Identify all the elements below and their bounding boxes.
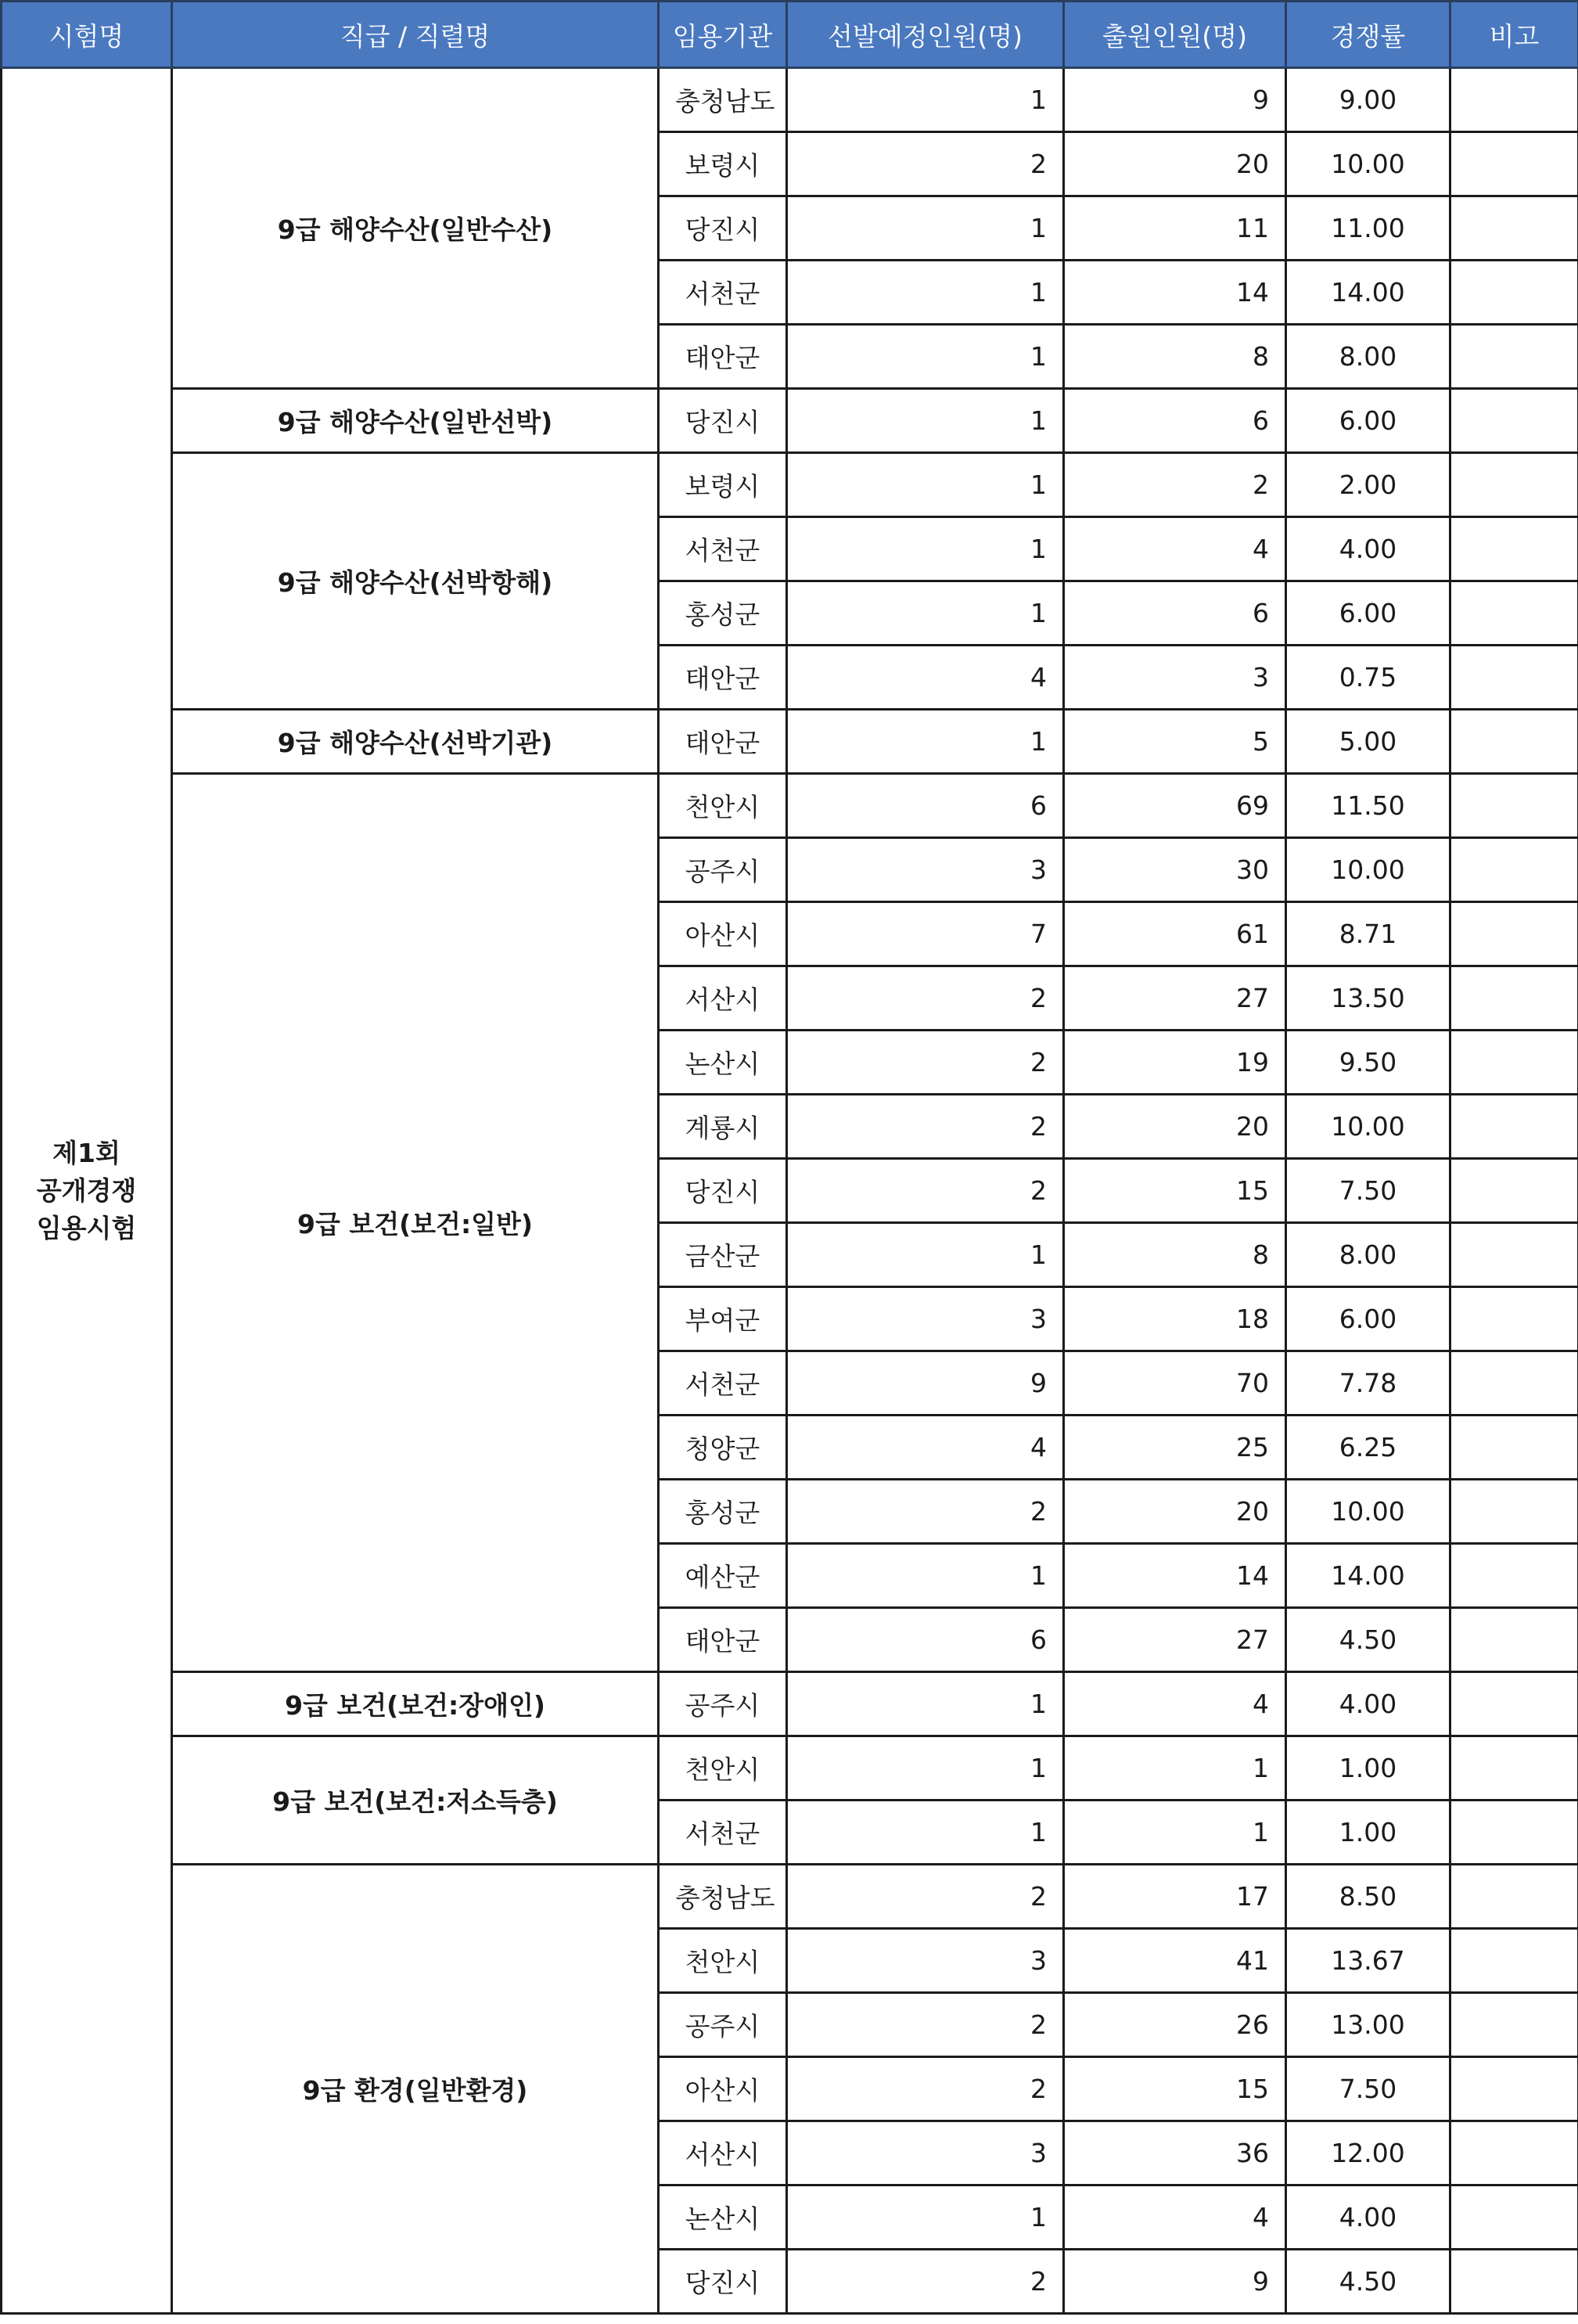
competition-ratio-cell: 6.00: [1286, 581, 1450, 646]
competition-ratio-cell: 11.50: [1286, 774, 1450, 838]
header-exam-name: 시험명: [2, 2, 172, 68]
note-cell: [1450, 581, 1578, 646]
competition-ratio-cell: 6.00: [1286, 1287, 1450, 1351]
note-cell: [1450, 2057, 1578, 2121]
planned-count-cell: 1: [787, 196, 1064, 261]
applicant-count-cell: 4: [1064, 1672, 1286, 1736]
competition-ratio-cell: 9.50: [1286, 1031, 1450, 1095]
planned-count-cell: 1: [787, 325, 1064, 389]
competition-ratio-cell: 4.50: [1286, 1608, 1450, 1672]
agency-cell: 당진시: [659, 389, 787, 453]
table-row: [2, 1672, 1578, 1736]
planned-count-cell: 1: [787, 1736, 1064, 1801]
agency-cell: 청양군: [659, 1416, 787, 1480]
position-cell: 9급 보건(보건:장애인): [172, 1672, 659, 1736]
applicant-count-cell: 4: [1064, 517, 1286, 581]
table-row: [2, 389, 1578, 453]
agency-cell: 아산시: [659, 902, 787, 966]
applicant-count-cell: 8: [1064, 325, 1286, 389]
applicant-count-cell: 27: [1064, 966, 1286, 1031]
note-cell: [1450, 774, 1578, 838]
position-cell: 9급 해양수산(선박항해): [172, 453, 659, 710]
note-cell: [1450, 2121, 1578, 2185]
note-cell: [1450, 1416, 1578, 1480]
note-cell: [1450, 1159, 1578, 1223]
note-cell: [1450, 1031, 1578, 1095]
position-cell: 9급 보건(보건:저소득층): [172, 1736, 659, 1865]
applicant-count-cell: 9: [1064, 68, 1286, 132]
agency-cell: 아산시: [659, 2057, 787, 2121]
competition-ratio-cell: 7.50: [1286, 1159, 1450, 1223]
note-cell: [1450, 261, 1578, 325]
planned-count-cell: 2: [787, 1480, 1064, 1544]
agency-cell: 천안시: [659, 1736, 787, 1801]
note-cell: [1450, 1865, 1578, 1929]
applicant-count-cell: 2: [1064, 453, 1286, 517]
applicant-count-cell: 36: [1064, 2121, 1286, 2185]
competition-ratio-cell: 4.00: [1286, 517, 1450, 581]
applicant-count-cell: 3: [1064, 646, 1286, 710]
note-cell: [1450, 1287, 1578, 1351]
header-position: 직급 / 직렬명: [172, 2, 659, 68]
note-cell: [1450, 1993, 1578, 2057]
competition-ratio-cell: 14.00: [1286, 1544, 1450, 1608]
planned-count-cell: 2: [787, 1865, 1064, 1929]
table-header-row: [2, 2, 1578, 68]
note-cell: [1450, 1608, 1578, 1672]
planned-count-cell: 3: [787, 1929, 1064, 1993]
planned-count-cell: 1: [787, 389, 1064, 453]
applicant-count-cell: 8: [1064, 1223, 1286, 1287]
applicant-count-cell: 25: [1064, 1416, 1286, 1480]
planned-count-cell: 1: [787, 1801, 1064, 1865]
competition-ratio-cell: 1.00: [1286, 1736, 1450, 1801]
note-cell: [1450, 453, 1578, 517]
agency-cell: 서산시: [659, 2121, 787, 2185]
planned-count-cell: 6: [787, 774, 1064, 838]
note-cell: [1450, 1351, 1578, 1416]
planned-count-cell: 3: [787, 2121, 1064, 2185]
table-row: [2, 1865, 1578, 1929]
planned-count-cell: 1: [787, 261, 1064, 325]
planned-count-cell: 2: [787, 2057, 1064, 2121]
applicant-count-cell: 17: [1064, 1865, 1286, 1929]
header-competition-ratio: 경쟁률: [1286, 2, 1450, 68]
competition-ratio-cell: 11.00: [1286, 196, 1450, 261]
agency-cell: 태안군: [659, 710, 787, 774]
competition-ratio-cell: 8.00: [1286, 325, 1450, 389]
applicant-count-cell: 6: [1064, 389, 1286, 453]
competition-ratio-cell: 8.50: [1286, 1865, 1450, 1929]
applicant-count-cell: 15: [1064, 2057, 1286, 2121]
applicant-count-cell: 18: [1064, 1287, 1286, 1351]
agency-cell: 논산시: [659, 1031, 787, 1095]
agency-cell: 충청남도: [659, 68, 787, 132]
applicant-count-cell: 15: [1064, 1159, 1286, 1223]
table-row: [2, 453, 1578, 517]
applicant-count-cell: 6: [1064, 581, 1286, 646]
note-cell: [1450, 902, 1578, 966]
note-cell: [1450, 1929, 1578, 1993]
applicant-count-cell: 20: [1064, 1480, 1286, 1544]
position-cell: 9급 해양수산(일반수산): [172, 68, 659, 389]
note-cell: [1450, 966, 1578, 1031]
competition-ratio-cell: 10.00: [1286, 1480, 1450, 1544]
planned-count-cell: 2: [787, 132, 1064, 196]
applicant-count-cell: 14: [1064, 1544, 1286, 1608]
applicant-count-cell: 70: [1064, 1351, 1286, 1416]
note-cell: [1450, 1480, 1578, 1544]
position-cell: 9급 보건(보건:일반): [172, 774, 659, 1672]
planned-count-cell: 7: [787, 902, 1064, 966]
planned-count-cell: 1: [787, 1223, 1064, 1287]
note-cell: [1450, 710, 1578, 774]
applicant-count-cell: 9: [1064, 2250, 1286, 2314]
applicant-count-cell: 5: [1064, 710, 1286, 774]
agency-cell: 공주시: [659, 838, 787, 902]
table-row: [2, 710, 1578, 774]
planned-count-cell: 2: [787, 1159, 1064, 1223]
note-cell: [1450, 1223, 1578, 1287]
planned-count-cell: 2: [787, 2250, 1064, 2314]
agency-cell: 부여군: [659, 1287, 787, 1351]
applicant-count-cell: 30: [1064, 838, 1286, 902]
header-agency: 임용기관: [659, 2, 787, 68]
planned-count-cell: 2: [787, 966, 1064, 1031]
note-cell: [1450, 132, 1578, 196]
competition-ratio-cell: 10.00: [1286, 1095, 1450, 1159]
applicant-count-cell: 20: [1064, 132, 1286, 196]
agency-cell: 충청남도: [659, 1865, 787, 1929]
planned-count-cell: 9: [787, 1351, 1064, 1416]
agency-cell: 홍성군: [659, 1480, 787, 1544]
agency-cell: 보령시: [659, 453, 787, 517]
planned-count-cell: 1: [787, 2185, 1064, 2250]
position-cell: 9급 환경(일반환경): [172, 1865, 659, 2314]
planned-count-cell: 1: [787, 1544, 1064, 1608]
applicant-count-cell: 61: [1064, 902, 1286, 966]
competition-ratio-cell: 0.75: [1286, 646, 1450, 710]
applicant-count-cell: 26: [1064, 1993, 1286, 2057]
note-cell: [1450, 1095, 1578, 1159]
exam-name-line: 임용시험: [36, 1212, 137, 1243]
competition-ratio-cell: 4.00: [1286, 2185, 1450, 2250]
table-row: [2, 68, 1578, 132]
exam-name-line: 제1회: [52, 1137, 120, 1168]
table-row: [2, 774, 1578, 838]
note-cell: [1450, 1672, 1578, 1736]
planned-count-cell: 4: [787, 646, 1064, 710]
agency-cell: 당진시: [659, 2250, 787, 2314]
planned-count-cell: 2: [787, 1031, 1064, 1095]
competition-ratio-cell: 13.50: [1286, 966, 1450, 1031]
planned-count-cell: 1: [787, 710, 1064, 774]
applicant-count-cell: 4: [1064, 2185, 1286, 2250]
header-note: 비고: [1450, 2, 1578, 68]
header-planned-count: 선발예정인원(명): [787, 2, 1064, 68]
applicant-count-cell: 11: [1064, 196, 1286, 261]
agency-cell: 천안시: [659, 774, 787, 838]
note-cell: [1450, 1736, 1578, 1801]
agency-cell: 서천군: [659, 261, 787, 325]
agency-cell: 당진시: [659, 1159, 787, 1223]
applicant-count-cell: 41: [1064, 1929, 1286, 1993]
note-cell: [1450, 2250, 1578, 2314]
note-cell: [1450, 1544, 1578, 1608]
applicant-count-cell: 27: [1064, 1608, 1286, 1672]
planned-count-cell: 2: [787, 1993, 1064, 2057]
agency-cell: 공주시: [659, 1993, 787, 2057]
agency-cell: 홍성군: [659, 581, 787, 646]
agency-cell: 논산시: [659, 2185, 787, 2250]
competition-ratio-cell: 12.00: [1286, 2121, 1450, 2185]
competition-ratio-cell: 6.25: [1286, 1416, 1450, 1480]
note-cell: [1450, 646, 1578, 710]
applicant-count-cell: 20: [1064, 1095, 1286, 1159]
agency-cell: 서산시: [659, 966, 787, 1031]
planned-count-cell: 1: [787, 1672, 1064, 1736]
agency-cell: 보령시: [659, 132, 787, 196]
planned-count-cell: 1: [787, 581, 1064, 646]
agency-cell: 공주시: [659, 1672, 787, 1736]
planned-count-cell: 1: [787, 453, 1064, 517]
applicant-count-cell: 14: [1064, 261, 1286, 325]
applicant-count-cell: 1: [1064, 1736, 1286, 1801]
agency-cell: 태안군: [659, 646, 787, 710]
note-cell: [1450, 2185, 1578, 2250]
competition-ratio-cell: 13.67: [1286, 1929, 1450, 1993]
competition-ratio-cell: 10.00: [1286, 132, 1450, 196]
competition-ratio-cell: 10.00: [1286, 838, 1450, 902]
position-cell: 9급 해양수산(일반선박): [172, 389, 659, 453]
table-body: [2, 68, 1578, 2314]
competition-ratio-cell: 13.00: [1286, 1993, 1450, 2057]
competition-ratio-cell: 4.00: [1286, 1672, 1450, 1736]
competition-ratio-cell: 5.00: [1286, 710, 1450, 774]
competition-ratio-cell: 8.00: [1286, 1223, 1450, 1287]
competition-ratio-cell: 9.00: [1286, 68, 1450, 132]
note-cell: [1450, 325, 1578, 389]
header-applicant-count: 출원인원(명): [1064, 2, 1286, 68]
planned-count-cell: 3: [787, 1287, 1064, 1351]
agency-cell: 태안군: [659, 325, 787, 389]
agency-cell: 천안시: [659, 1929, 787, 1993]
agency-cell: 서천군: [659, 517, 787, 581]
note-cell: [1450, 389, 1578, 453]
agency-cell: 서천군: [659, 1351, 787, 1416]
exam-name-cell: [2, 68, 172, 2314]
planned-count-cell: 6: [787, 1608, 1064, 1672]
table-row: [2, 1736, 1578, 1801]
note-cell: [1450, 68, 1578, 132]
position-cell: 9급 해양수산(선박기관): [172, 710, 659, 774]
planned-count-cell: 4: [787, 1416, 1064, 1480]
competition-ratio-cell: 1.00: [1286, 1801, 1450, 1865]
note-cell: [1450, 838, 1578, 902]
competition-ratio-cell: 4.50: [1286, 2250, 1450, 2314]
competition-ratio-cell: 6.00: [1286, 389, 1450, 453]
competition-ratio-cell: 7.78: [1286, 1351, 1450, 1416]
agency-cell: 당진시: [659, 196, 787, 261]
planned-count-cell: 2: [787, 1095, 1064, 1159]
agency-cell: 계룡시: [659, 1095, 787, 1159]
planned-count-cell: 1: [787, 517, 1064, 581]
agency-cell: 금산군: [659, 1223, 787, 1287]
agency-cell: 서천군: [659, 1801, 787, 1865]
note-cell: [1450, 1801, 1578, 1865]
exam-name-line: 공개경쟁: [36, 1175, 137, 1206]
applicant-count-cell: 69: [1064, 774, 1286, 838]
agency-cell: 태안군: [659, 1608, 787, 1672]
competition-ratio-cell: 2.00: [1286, 453, 1450, 517]
competition-ratio-cell: 8.71: [1286, 902, 1450, 966]
competition-ratio-cell: 14.00: [1286, 261, 1450, 325]
applicant-count-cell: 1: [1064, 1801, 1286, 1865]
competition-ratio-cell: 7.50: [1286, 2057, 1450, 2121]
agency-cell: 예산군: [659, 1544, 787, 1608]
planned-count-cell: 3: [787, 838, 1064, 902]
note-cell: [1450, 517, 1578, 581]
planned-count-cell: 1: [787, 68, 1064, 132]
applicant-count-cell: 19: [1064, 1031, 1286, 1095]
note-cell: [1450, 196, 1578, 261]
